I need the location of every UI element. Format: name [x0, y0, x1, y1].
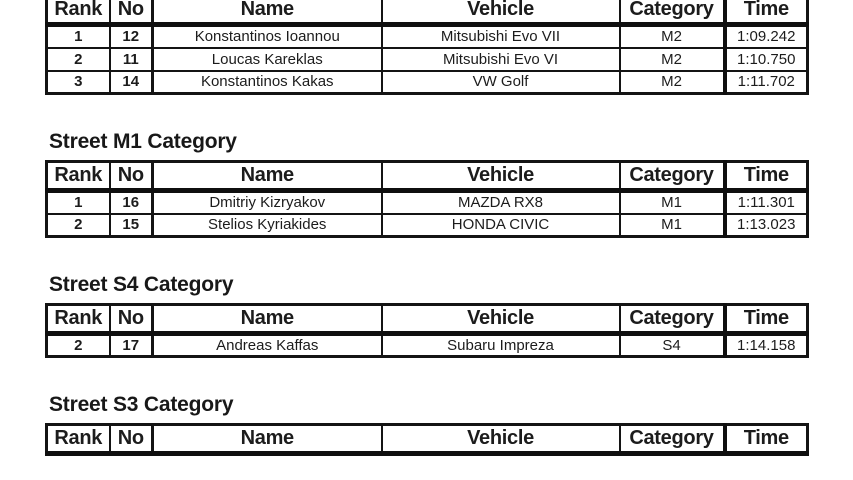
- column-header-rank: Rank: [47, 425, 110, 454]
- results-table: [45, 303, 809, 358]
- table-cell-time: 1:14.158: [725, 334, 808, 357]
- column-header-rank: Rank: [47, 305, 110, 334]
- column-header-vehicle: Vehicle: [382, 425, 620, 454]
- table-row: [47, 25, 808, 48]
- table-row: [47, 71, 808, 94]
- column-header-name: Name: [153, 0, 382, 25]
- section-heading: Street S3 Category: [49, 393, 234, 416]
- table-cell-vehicle: MAZDA RX8: [382, 191, 620, 214]
- column-header-rank: Rank: [47, 162, 110, 191]
- column-header-time: Time: [725, 162, 808, 191]
- table-cell-rank: 1: [47, 191, 110, 214]
- table-cell-category: M1: [620, 214, 725, 237]
- column-header-no: No: [110, 162, 153, 191]
- column-header-rank: Rank: [47, 0, 110, 25]
- results-document: [45, 0, 811, 456]
- column-header-time: Time: [725, 305, 808, 334]
- column-header-no: No: [110, 425, 153, 454]
- column-header-vehicle: Vehicle: [382, 0, 620, 25]
- table-header-row: [47, 425, 808, 454]
- table-cell-name: Stelios Kyriakides: [153, 214, 382, 237]
- table-cell-time: 1:11.301: [725, 191, 808, 214]
- column-header-category: Category: [620, 0, 725, 25]
- table-cell-vehicle: Mitsubishi Evo VII: [382, 25, 620, 48]
- table-cell-category: M2: [620, 48, 725, 71]
- table-cell-category: M2: [620, 71, 725, 94]
- results-table: [45, 160, 809, 238]
- section-heading: Street S4 Category: [49, 273, 234, 296]
- table-cell-rank: 2: [47, 214, 110, 237]
- table-cell-vehicle: VW Golf: [382, 71, 620, 94]
- table-cell-category: M2: [620, 25, 725, 48]
- table-cell-time: 1:13.023: [725, 214, 808, 237]
- table-header-row: [47, 0, 808, 25]
- table-cell-vehicle: Mitsubishi Evo VI: [382, 48, 620, 71]
- table-cell-rank: 2: [47, 48, 110, 71]
- results-section: [45, 393, 811, 456]
- column-header-vehicle: Vehicle: [382, 162, 620, 191]
- column-header-time: Time: [725, 0, 808, 25]
- table-row: [47, 334, 808, 357]
- table-cell-name: Konstantinos Ioannou: [153, 25, 382, 48]
- column-header-category: Category: [620, 305, 725, 334]
- column-header-no: No: [110, 0, 153, 25]
- table-cell-rank: 3: [47, 71, 110, 94]
- table-cell-no: 16: [110, 191, 153, 214]
- table-header-row: [47, 305, 808, 334]
- results-section: [45, 130, 811, 238]
- table-row: [47, 48, 808, 71]
- table-cell-no: 17: [110, 334, 153, 357]
- column-header-name: Name: [153, 162, 382, 191]
- column-header-no: No: [110, 305, 153, 334]
- column-header-category: Category: [620, 162, 725, 191]
- table-cell-vehicle: HONDA CIVIC: [382, 214, 620, 237]
- table-cell-name: Dmitriy Kizryakov: [153, 191, 382, 214]
- section-heading: Street M1 Category: [49, 130, 237, 153]
- results-table: [45, 0, 809, 95]
- results-table: [45, 423, 809, 456]
- table-cell-category: M1: [620, 191, 725, 214]
- table-cell-time: 1:11.702: [725, 71, 808, 94]
- table-cell-category: S4: [620, 334, 725, 357]
- table-cell-no: 11: [110, 48, 153, 71]
- table-cell-no: 14: [110, 71, 153, 94]
- table-cell-name: Andreas Kaffas: [153, 334, 382, 357]
- column-header-name: Name: [153, 305, 382, 334]
- table-row: [47, 191, 808, 214]
- table-row: [47, 214, 808, 237]
- column-header-time: Time: [725, 425, 808, 454]
- table-cell-time: 1:10.750: [725, 48, 808, 71]
- table-cell-no: 15: [110, 214, 153, 237]
- column-header-name: Name: [153, 425, 382, 454]
- table-cell-rank: 2: [47, 334, 110, 357]
- table-cell-rank: 1: [47, 25, 110, 48]
- table-header-row: [47, 162, 808, 191]
- table-cell-vehicle: Subaru Impreza: [382, 334, 620, 357]
- results-section: [45, 0, 811, 95]
- table-cell-time: 1:09.242: [725, 25, 808, 48]
- column-header-vehicle: Vehicle: [382, 305, 620, 334]
- results-section: [45, 273, 811, 358]
- table-cell-name: Loucas Kareklas: [153, 48, 382, 71]
- table-cell-no: 12: [110, 25, 153, 48]
- table-cell-name: Konstantinos Kakas: [153, 71, 382, 94]
- column-header-category: Category: [620, 425, 725, 454]
